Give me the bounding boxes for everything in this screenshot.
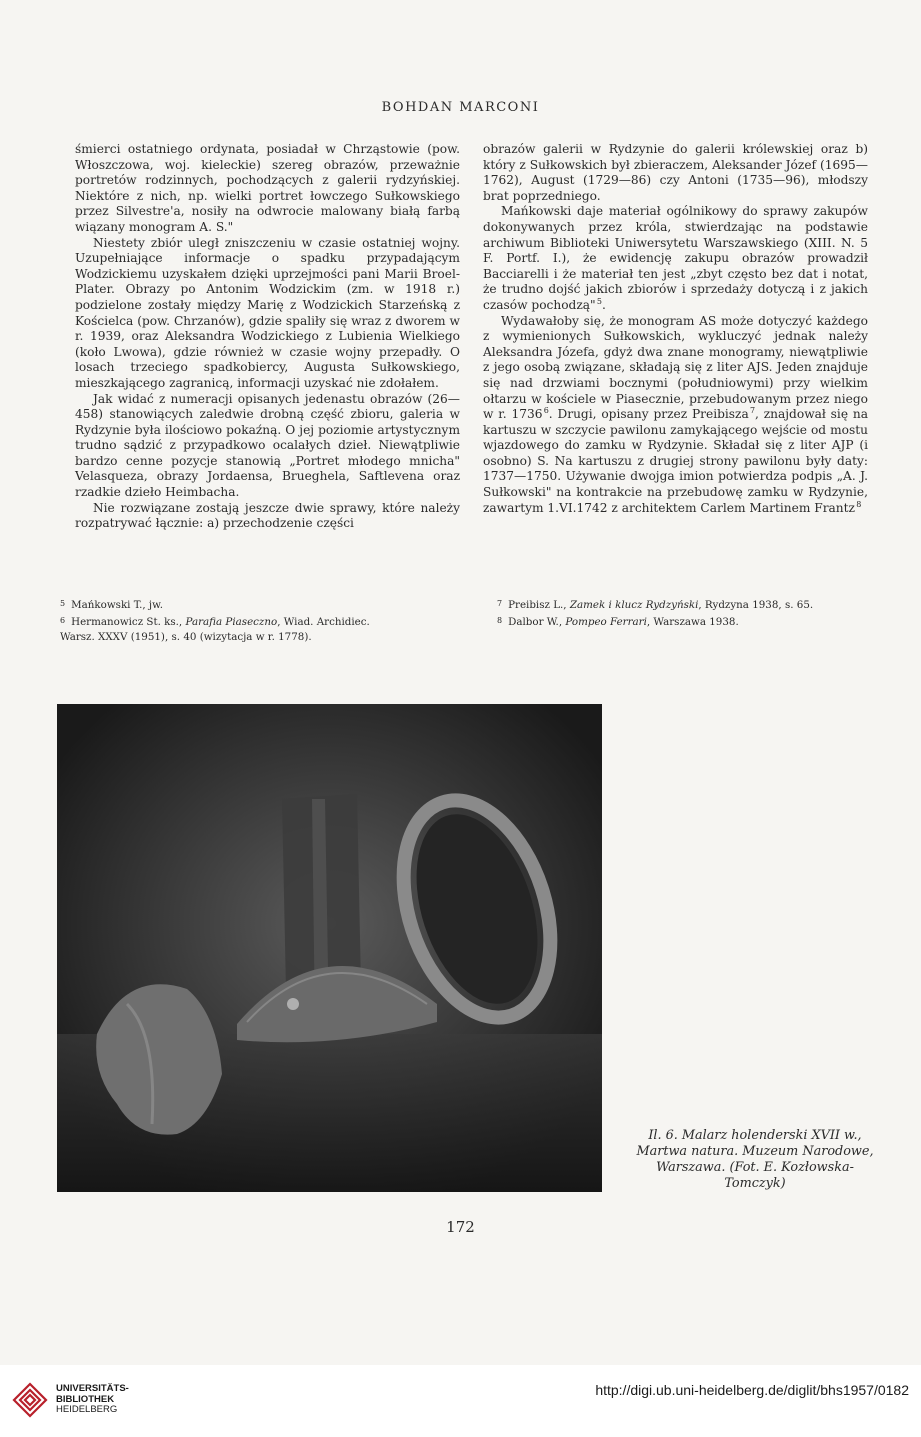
- footer-bar: [0, 1365, 921, 1437]
- paragraph: obrazów galerii w Rydzynie do galerii królewskiej oraz b) który z Sułkowskich był zbieraczem, Aleksander Józef (1695—1762), August (1729—86) czy Antoni (1735—96), młodszy brat poprzedniego.: [483, 142, 868, 203]
- figure-caption: [610, 1128, 900, 1192]
- paragraph-text: Wydawałoby się, że monogram AS może dotyczyć każdego z wymienionych Sułkowskich, wykluczyć jednak należy Aleksandra Józefa, gdyż dwa znane monogramy, niewątpliwie z jego osobą związane, składają się z liter AJS. Jeden znajduje się nad drzwiami bocznymi (południowymi) przy wielkim ołtarzu w kościele w Piasecznie, przebudowanym przez niego w r. 1736: [483, 313, 868, 422]
- footnote-number: 7: [497, 599, 503, 608]
- caption-line: Tomczyk): [724, 1176, 786, 1191]
- footnotes-left: [60, 596, 460, 645]
- paragraph: [483, 204, 868, 313]
- paragraph: Niestety zbiór uległ zniszczeniu w czasie ostatniej wojny. Uzupełniające informacje o spadku przypadającym Wodzickiemu uzyskałem dzięki uprzejmości pani Marii Broel-Plater. Obrazy po Antonim Wodzickim (zm. w 1918 r.) podzielone zostały między Marię z Wodzickich Starzeńską z Kościelca (pow. Chrzanów), gdzie spaliły się wraz z dworem w r. 1939, oraz Aleksandra Wodzickiego z Lubienia Wielkiego (koło Lwowa), gdzie również w czasie wojny przepadły. O losach trzeciego spadkobiercy, Augusta Sułkowskiego, mieszkającego zagranicą, informacji uzyskać nie zdołałem.: [75, 235, 460, 390]
- paragraph-text: . Drugi, opisany przez Preibisza: [548, 407, 749, 422]
- university-library-logo-icon[interactable]: [12, 1380, 48, 1420]
- footnote-title: Pompeo Ferrari: [565, 616, 647, 628]
- footnote-number: 6: [60, 616, 66, 625]
- footnote-text: , Warszawa 1938.: [646, 616, 739, 628]
- footnote-text: Dalbor W.,: [508, 616, 566, 628]
- footnote-text: Hermanowicz St. ks.,: [71, 616, 186, 628]
- library-name: [56, 1384, 129, 1416]
- paragraph-text: , znajdował się na kartuszu w szczycie pawilonu zamykającego wejście od mostu wjazdowego do zamku w Rydzynie. Składał się z liter AJP (i osobno) S. Na kartuszu z drugiej strony pawilonu były daty: 1737—1750. Używanie dwojga imion potwierdza podpis „A. J. Sułkowski" na kontrakcie na przebudowę zamku w Rydzynie, zawartym 1.VI.1742 z architektem Carlem Martinem Frantz: [483, 407, 868, 515]
- footnote-ref: 6: [543, 406, 549, 416]
- still-life-photograph: [57, 704, 602, 1192]
- paragraph: Nie rozwiązane zostają jeszcze dwie sprawy, które należy rozpatrywać łącznie: a) przechodzenie części: [75, 500, 460, 531]
- footnote-text: , Wiad. Archidiec.: [277, 616, 370, 628]
- footnote-ref: 8: [856, 499, 862, 509]
- footnote-text: Preibisz L.,: [508, 599, 570, 611]
- library-name-line: UNIVERSITÄTS-: [56, 1383, 129, 1394]
- footnote-number: 5: [60, 599, 66, 608]
- page-number: 172: [446, 1218, 475, 1236]
- left-text-column: [75, 142, 460, 532]
- footnote: [60, 596, 460, 613]
- footnote-title: Zamek i klucz Rydzyński: [569, 599, 699, 611]
- footnote-ref: 7: [749, 406, 756, 416]
- footnote: [60, 613, 460, 630]
- footnote-text: , Rydzyna 1938, s. 65.: [698, 599, 814, 611]
- running-header: BOHDAN MARCONI: [381, 100, 540, 115]
- footnote-title: Parafia Piaseczno: [185, 616, 278, 628]
- footnote-ref: 5: [596, 296, 602, 306]
- footnote-text: Mańkowski T., jw.: [71, 599, 163, 611]
- library-name-line: BIBLIOTHEK: [56, 1393, 115, 1405]
- paragraph-text: .: [601, 297, 606, 312]
- footnotes-right: [497, 596, 877, 630]
- footnote-continuation: Warsz. XXXV (1951), s. 40 (wizytacja w r. 1778).: [60, 631, 312, 643]
- caption-line: Martwa natura. Muzeum Narodowe,: [636, 1144, 874, 1159]
- paragraph: Jak widać z numeracji opisanych jedenastu obrazów (26—458) stanowiących zaledwie drobną część zbioru, galeria w Rydzynie była ilościowo pokaźną. O jej poziomie artystycznym trudno sądzić z przypadkowo ocalałych dzieł. Niewątpliwie bardzo cenne pozycje stanowią „Portret młodego mnicha" Velasqueza, obrazy Jordaensa, Brueghela, Saftlevena oraz rzadkie dzieło Heimbacha.: [75, 391, 460, 500]
- right-text-column: [483, 142, 868, 516]
- caption-line: Il. 6. Malarz holenderski XVII w.,: [648, 1128, 862, 1143]
- permalink-url[interactable]: http://digi.ub.uni-heidelberg.de/diglit/bhs1957/0182: [595, 1382, 909, 1398]
- paragraph-text: Mańkowski daje materiał ogólnikowy do sprawy zakupów dokonywanych przez króla, stwierdzając na podstawie archiwum Biblioteki Uniwersytetu Warszawskiego (XIII. N. 5 F. Portf. I.), że ewidencję zakupu obrazów prowadził Bacciarelli i że materiał ten jest „zbyt często bez dat i notat, że trudno dojść jakich zbiorów i sprzedaży dotyczą i z jakich czasów pochodzą": [483, 204, 868, 312]
- paragraph: śmierci ostatniego ordynata, posiadał w Chrząstowie (pow. Włoszczowa, woj. kieleckie) szereg obrazów, przeważnie portretów rodzinnych, pochodzących z galerii rydzyńskiej. Niektóre z nich, np. wielki portret łowczego Sułkowskiego przez Silvestre'a, nosiły na odwrocie malowany białą farbą wiązany monogram A. S.": [75, 142, 460, 234]
- caption-line: Warszawa. (Fot. E. Kozłowska-: [656, 1160, 854, 1175]
- library-name-line: HEIDELBERG: [56, 1404, 118, 1415]
- footnote: [497, 596, 877, 613]
- still-life-painting-illustration: [57, 704, 602, 1192]
- paragraph: [483, 314, 868, 517]
- footnote: [497, 613, 877, 630]
- footnote-number: 8: [497, 616, 503, 625]
